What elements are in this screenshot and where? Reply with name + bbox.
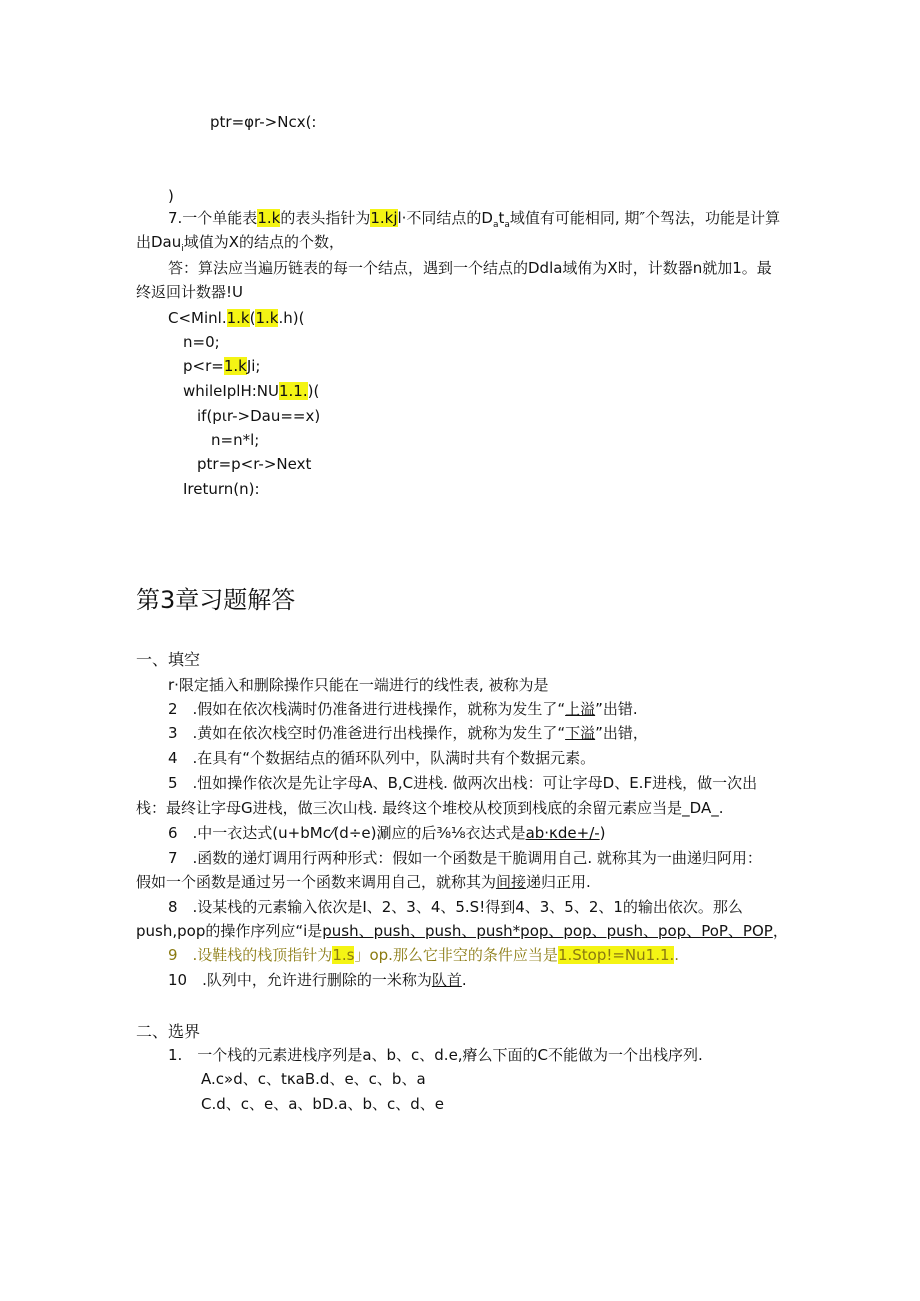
code2-line-8: Ireturn(n): <box>183 480 260 498</box>
s1-q6 <box>168 822 606 844</box>
answer-underlined: 间接 <box>496 873 527 891</box>
text-run: Ji; <box>246 357 261 375</box>
highlight: 1.s <box>332 946 355 964</box>
text-run: p<r= <box>183 357 224 375</box>
text-run: ”出错. <box>595 700 638 718</box>
subscript: a <box>493 220 499 230</box>
highlight: 1.Stop!=Nu <box>557 946 646 964</box>
code-line-ptr: ptr=φr->Ncx(: <box>210 113 317 131</box>
code2-line-7: ptr=p<r->Next <box>197 455 312 473</box>
text-run: . <box>461 971 467 989</box>
text-run: 出Dau <box>136 233 182 251</box>
subscript: a <box>504 220 510 230</box>
text-run: 10 .队列中，允许进行删除的一米称为 <box>168 971 432 989</box>
highlight: 1.1. <box>278 382 308 400</box>
text-run: 3 .黄如在依次栈空时仍准爸进行出栈操作，就称为发生了“ <box>168 724 566 742</box>
text-run: whileIplH:NU <box>183 382 279 400</box>
code-line-close: ) <box>168 187 174 205</box>
s2-q1-options-cd: C.d、c、e、a、bD.a、b、c、d、e <box>201 1095 444 1113</box>
text-run: . <box>674 946 680 964</box>
highlight: 1.k <box>257 209 281 227</box>
code2-line-6: n=n*l; <box>211 431 260 449</box>
answer-underlined: 下溢 <box>565 724 596 742</box>
text-run: 9 .设鞋栈的栈顶指针为 <box>168 946 333 964</box>
s1-q3 <box>168 722 648 744</box>
text-run: C<Minl. <box>168 309 227 327</box>
s1-q4: 4 .在具有“个数据结点的循环队列中，队满时共有个数据元素。 <box>168 749 596 767</box>
section1-title: 一、填空 <box>136 650 201 669</box>
answer-underlined: ab·κde+/- <box>525 824 600 842</box>
s1-q1: r·限定插入和删除操作只能在一端进行的线性表, 被称为是 <box>168 676 549 694</box>
text-run: 递归正用. <box>526 873 591 891</box>
text-run: )( <box>307 382 320 400</box>
text-run: ) <box>599 824 606 842</box>
text-run: 7.一个单能表 <box>168 209 258 227</box>
highlight: 1.k <box>226 309 250 327</box>
highlight: 1.kj <box>370 209 398 227</box>
text-run: 」op.那么它非空的条件应当是 <box>354 946 558 964</box>
code2-line-2: n=0; <box>183 333 220 351</box>
q7-line-2 <box>136 231 344 260</box>
text-run: 域值为X的结点的个数， <box>183 233 345 251</box>
highlight: 1.k <box>255 309 279 327</box>
text-run: ， <box>772 922 788 940</box>
s1-q10 <box>168 969 467 991</box>
chapter-title: 第3章习题解答 <box>136 586 296 614</box>
q7-answer-line-1: 答：算法应当遍历链表的每一个结点，遇到一个结点的Ddla域侑为X时，计数器n就加1。最 <box>168 259 772 277</box>
answer-underlined: push、push、push、push*pop、pop、push、pop、PoP、POP <box>322 922 773 940</box>
s1-q8-line-1: 8 .设某栈的元素输入依次是I、2、3、4、5.S!得到4、3、5、2、1的输出依次。那么 <box>168 898 743 916</box>
s2-q1: 1. 一个栈的元素进栈序列是a、b、c、d.e,瘠么下面的C不能做为一个出栈序列. <box>168 1046 703 1064</box>
highlight: 1.k <box>223 357 247 375</box>
s1-q5-line-1: 5 .忸如操作依次是先让字母A、B,C进栈. 做两次出栈：可让字母D、E.F进栈，做一次出 <box>168 774 758 792</box>
text-run: 6 .中一衣达式(u+bMc⁄(d÷e)涮应的后⅜⅛衣达式是 <box>168 824 526 842</box>
text-run: ( <box>249 309 256 327</box>
code2-line-3 <box>183 355 260 377</box>
answer-underlined: 上溢 <box>565 700 596 718</box>
subscript: i <box>181 244 184 254</box>
s1-q2 <box>168 698 638 720</box>
s2-q1-options-ab: A.c»d、c、tκaB.d、e、c、b、a <box>201 1070 426 1088</box>
s1-q5-line-2: 栈：最终让字母G进栈，做三次山栈. 最终这个堆校从校顶到栈底的余留元素应当是_DA_. <box>136 799 724 817</box>
s1-q9 <box>168 944 679 966</box>
section2-title: 二、选界 <box>136 1022 201 1041</box>
text-run: 域值有可能相同, 期″个驾法，功能是计算 <box>509 209 781 227</box>
s1-q8-line-2 <box>136 920 788 942</box>
text-run: push,pop的操作序列应“i是 <box>136 922 323 940</box>
text-run: .h)( <box>278 309 305 327</box>
q7-answer-line-2: 终返回计数器!U <box>136 283 243 301</box>
text-run: 假如一个函数是通过另一个函数来调用自己，就称其为 <box>136 873 497 891</box>
code2-line-4 <box>183 380 319 402</box>
text-run: t <box>498 209 505 227</box>
text-run: l·不同结点的D <box>397 209 493 227</box>
text-run: 2 .假如在依次栈满时仍准备进行进栈操作，就称为发生了“ <box>168 700 566 718</box>
code2-line-5: if(pιr->Dau==x) <box>197 407 321 425</box>
text-run: 的表头指针为 <box>280 209 371 227</box>
code2-line-1 <box>168 307 304 329</box>
s1-q7-line-2 <box>136 871 591 893</box>
s1-q7-line-1: 7 .函数的递灯调用行两种形式：假如一个函数是干脆调用自己. 就称其为一曲递归阿用： <box>168 849 762 867</box>
highlight: 1.1. <box>645 946 675 964</box>
answer-underlined: 队首 <box>431 971 462 989</box>
text-run: ”出错， <box>595 724 648 742</box>
